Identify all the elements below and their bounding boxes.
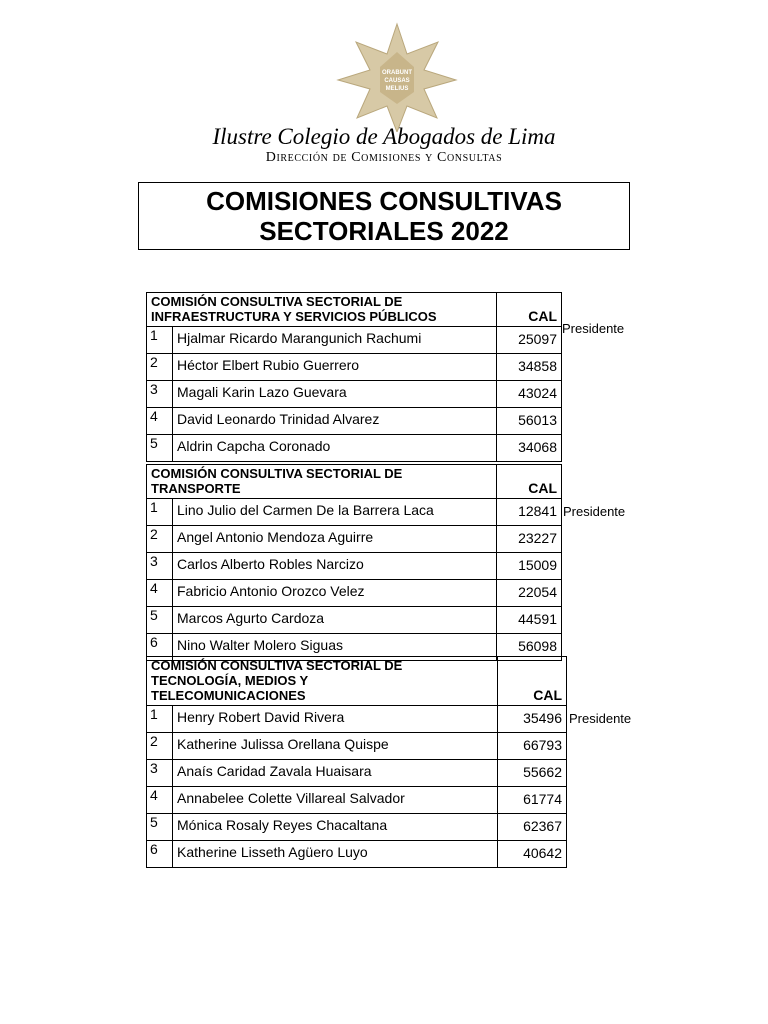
table-row: 1 Hjalmar Ricardo Marangunich Rachumi 25097 (147, 327, 562, 354)
member-cal: 35496 (498, 706, 567, 733)
commission-title: COMISIÓN CONSULTIVA SECTORIAL DE INFRAESTRUCTURA Y SERVICIOS PÚBLICOS (147, 293, 497, 327)
member-name: Anaís Caridad Zavala Huaisara (173, 760, 498, 787)
member-name: Fabricio Antonio Orozco Velez (173, 580, 497, 607)
member-name: Henry Robert David Rivera (173, 706, 498, 733)
member-name: Magali Karin Lazo Guevara (173, 381, 497, 408)
commission-table-tecnologia (146, 656, 567, 868)
seal-text: ORABUNT (382, 70, 412, 76)
table-row: 4 Fabricio Antonio Orozco Velez 22054 (147, 580, 562, 607)
member-name: Annabelee Colette Villareal Salvador (173, 787, 498, 814)
table-row: 6 Katherine Lisseth Agüero Luyo 40642 (147, 841, 567, 868)
member-name: Carlos Alberto Robles Narcizo (173, 553, 497, 580)
document-title-line-1: COMISIONES CONSULTIVAS (206, 186, 562, 216)
member-cal: 23227 (497, 526, 562, 553)
president-label: Presidente (563, 504, 626, 519)
table-row: 5 Mónica Rosaly Reyes Chacaltana 62367 (147, 814, 567, 841)
member-cal: 12841 (497, 499, 562, 526)
president-label: Presidente (569, 711, 632, 726)
member-cal: 40642 (498, 841, 567, 868)
table-row: 1 Lino Julio del Carmen De la Barrera Laca 12841 (147, 499, 562, 526)
organization-subtitle: Dirección de Comisiones y Consultas (265, 150, 503, 165)
president-label: Presidente (562, 321, 625, 336)
member-name: Katherine Lisseth Agüero Luyo (173, 841, 498, 868)
member-cal: 34068 (497, 435, 562, 462)
table-row: 1 Henry Robert David Rivera 35496 (147, 706, 567, 733)
member-cal: 62367 (498, 814, 567, 841)
commission-title: COMISIÓN CONSULTIVA SECTORIAL DE TECNOLOGÍA, MEDIOS Y TELECOMUNICACIONES (147, 657, 498, 706)
member-name: Marcos Agurto Cardoza (173, 607, 497, 634)
table-row: 2 Angel Antonio Mendoza Aguirre 23227 (147, 526, 562, 553)
document-title-line-2: SECTORIALES 2022 (259, 216, 509, 246)
table-row: 3 Magali Karin Lazo Guevara 43024 (147, 381, 562, 408)
member-cal: 44591 (497, 607, 562, 634)
table-row: 4 Annabelee Colette Villareal Salvador 61774 (147, 787, 567, 814)
commission-table-infraestructura (146, 292, 562, 462)
member-name: Angel Antonio Mendoza Aguirre (173, 526, 497, 553)
member-cal: 66793 (498, 733, 567, 760)
organization-name: Ilustre Colegio de Abogados de Lima (212, 124, 556, 149)
college-seal-logo (334, 22, 460, 132)
member-cal: 56013 (497, 408, 562, 435)
member-name: Hjalmar Ricardo Marangunich Rachumi (173, 327, 497, 354)
svg-text:MELIUS: MELIUS (385, 86, 409, 92)
svg-text:CAUSAS: CAUSAS (384, 78, 410, 84)
cal-column-header: CAL (498, 657, 567, 706)
table-row: 2 Héctor Elbert Rubio Guerrero 34858 (147, 354, 562, 381)
member-name: Lino Julio del Carmen De la Barrera Laca (173, 499, 497, 526)
table-row: 6 Nino Walter Molero Siguas 56098 (147, 634, 562, 661)
table-row: 4 David Leonardo Trinidad Alvarez 56013 (147, 408, 562, 435)
table-row: 5 Marcos Agurto Cardoza 44591 (147, 607, 562, 634)
cal-column-header: CAL (497, 465, 562, 499)
member-name: Nino Walter Molero Siguas (173, 634, 497, 661)
member-name: Mónica Rosaly Reyes Chacaltana (173, 814, 498, 841)
member-cal: 43024 (497, 381, 562, 408)
member-cal: 15009 (497, 553, 562, 580)
cal-column-header: CAL (497, 293, 562, 327)
member-cal: 25097 (497, 327, 562, 354)
member-name: Katherine Julissa Orellana Quispe (173, 733, 498, 760)
member-cal: 34858 (497, 354, 562, 381)
member-name: Aldrin Capcha Coronado (173, 435, 497, 462)
commission-title: COMISIÓN CONSULTIVA SECTORIAL DE TRANSPORTE (147, 465, 497, 499)
commission-table-transporte (146, 464, 562, 661)
member-cal: 22054 (497, 580, 562, 607)
member-cal: 55662 (498, 760, 567, 787)
member-cal: 56098 (497, 634, 562, 661)
member-name: David Leonardo Trinidad Alvarez (173, 408, 497, 435)
member-name: Héctor Elbert Rubio Guerrero (173, 354, 497, 381)
table-row: 5 Aldrin Capcha Coronado 34068 (147, 435, 562, 462)
table-row: 2 Katherine Julissa Orellana Quispe 66793 (147, 733, 567, 760)
table-row: 3 Carlos Alberto Robles Narcizo 15009 (147, 553, 562, 580)
document-title-box (138, 182, 630, 250)
table-row: 3 Anaís Caridad Zavala Huaisara 55662 (147, 760, 567, 787)
member-cal: 61774 (498, 787, 567, 814)
